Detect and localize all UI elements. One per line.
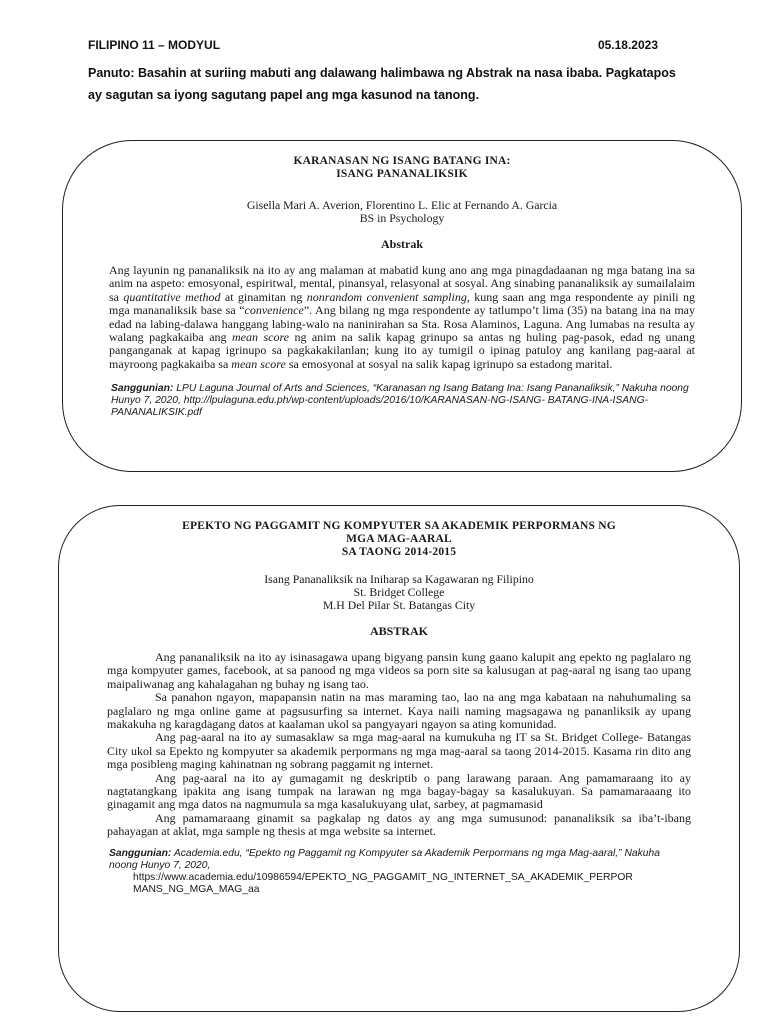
- abstract-2-title: [59, 506, 739, 559]
- abstract-1-reference: [111, 383, 689, 419]
- abstract-1-body: Ang layunin ng pananaliksik na ito ay ang malaman at mabatid kung ano ang mga pinagdadaanan ng mga batang ina sa anim na aspeto: emosyonal, espiritwal, mental, pinansyal, relasyonal at sosyal. Ang sinabing pananaliksik ay sumailalaim sa quantitative method at ginamitan ng nonrandom convenient sampling, kung saan ang mga respondente ay pinili ng mga mananaliksik base sa “convenience”. Ang bilang ng mga respondente ay tatlumpo’t lima (35) na batang ina na may edad na labing-dalawa hanggang labing-walo na naninirahan sa Sta. Rosa Alaminos, Laguna. Ang lumabas na resulta ay walang pagkakaiba ang mean score ng anim na salik kapag grinupo sa antas ng huling pag-pasok, edad ng unang panganganak at kapag igrinupo sa pagkakakilanlan; kung ito ay tumigil o ipinag patuloy ang kanilang pag-aaral at mayroong pagkakaiba sa mean score sa emosyonal at sosyal na salik kapag igrinupo sa estadong marital.: [109, 263, 696, 371]
- abstract-2-sub-line-1: Isang Pananaliksik na Iniharap sa Kagawaran ng Filipino: [264, 572, 534, 586]
- reference-text: Academia.edu, “Epekto ng Paggamit ng Kompyuter sa Akademik Perpormans ng mga Mag-aaral,” Nakuha noong Hunyo 7, 2020,: [109, 847, 660, 871]
- reference-label: Sanggunian:: [109, 847, 172, 859]
- abstract-1-title-line-2: ISANG PANANALIKSIK: [336, 168, 468, 180]
- reference-url-line-1: https://www.academia.edu/10986594/EPEKTO_NG_PAGGAMIT_NG_INTERNET_SA_AKADEMIK_PERPOR: [133, 871, 633, 883]
- abstract-2-subtitle: [59, 573, 739, 612]
- abstract-2-sub-line-2: St. Bridget College: [353, 585, 445, 599]
- abstract-1-title: [63, 141, 741, 181]
- abstract-1-authors: Gisella Mari A. Averion, Florentino L. Elic at Fernando A. Garcia: [246, 198, 558, 212]
- abstract-2-sub-line-3: M.H Del Pilar St. Batangas City: [322, 598, 476, 612]
- abstract-1-title-line-1: KARANASAN NG ISANG BATANG INA:: [293, 155, 511, 167]
- abstract-1-program: BS in Psychology: [359, 211, 445, 225]
- abstract-2-paragraph-2: Sa panahon ngayon, mapapansin natin na mas maraming tao, lao na ang mga kabataan na nahuhumaling sa paglalaro ng mga online game at pagsusurfing sa internet. Kaya naili naming magsagawa ng pananliksik ay upang makakuha ng karagdagang datos at kaalaman ukol sa pangyayari ngayon sa ating komunidad.: [107, 690, 691, 732]
- abstract-2-reference: [109, 848, 683, 896]
- abstract-2-body: [107, 651, 691, 839]
- abstract-2-title-line-3: SA TAONG 2014-2015: [341, 546, 457, 558]
- abstract-2-paragraph-3: Ang pag-aaral na ito ay sumasaklaw sa mga mag-aaral na kumukuha ng IT sa St. Bridget College- Batangas City ukol sa Epekto ng kompyuter sa akademik perpormans ng mga mag-aaral sa taong 2014-2015. Kasama rin dito ang mga posibleng maging kahinatnan ng sobrang paggamit ng internet.: [107, 730, 691, 772]
- abstract-card-1: [62, 140, 742, 472]
- instructions: Panuto: Basahin at suriing mabuti ang dalawang halimbawa ng Abstrak na nasa ibaba. Pagkatapos ay sagutan sa iyong sagutang papel ang mga kasunod na tanong.: [88, 66, 676, 102]
- module-label: FILIPINO 11 – MODYUL: [88, 38, 221, 52]
- abstract-2-paragraph-5: Ang pamamaraang ginamit sa pagkalap ng datos ay ang mga sumusunod: pananaliksik sa iba’t-ibang pahayagan at aklat, mga sample ng thesis at mga website sa internet.: [107, 810, 691, 839]
- reference-label: Sanggunian:: [111, 383, 174, 395]
- abstract-2-paragraph-4: Ang pag-aaral na ito ay gumagamit ng deskriptib o pang larawang paraan. Ang pamamaraang ito ay nagtatangkang ipakita ang isang tumpak na larawan ng mga bagay-bagay sa kasalukuyan. Sa pamamaraaang ito ginagamit ang mga datos na nagmumula sa mga kasalukuyang ulat, sarbey, at pagmamasid: [107, 770, 691, 812]
- abstract-2-title-line-2: MGA MAG-AARAL: [346, 533, 452, 545]
- abstract-card-2: [58, 505, 740, 1012]
- abstract-2-paragraph-1: Ang pananaliksik na ito ay isinasagawa upang bigyang pansin kung gaano kalupit ang epekto ng paglalaro ng mga kompyuter games, facebook, at sa panood ng mga videos sa porn site sa kalusugan at pag-aaral ng isang tao upang maipaliwanag ang kahalagahan ng buhay ng isang tao.: [107, 650, 691, 691]
- page-header: [88, 38, 658, 52]
- reference-text: LPU Laguna Journal of Arts and Sciences, “Karanasan ng Isang Batang Ina: Isang Pananaliksik,” Nakuha noong Hunyo 7, 2020, http://lpulaguna.edu.ph/wp-content/uploads/2016/10/KARANASAN-NG-ISANG- BATANG-INA-ISANG-PANANALIKSIK.pdf: [111, 383, 689, 419]
- abstract-1-heading: Abstrak: [380, 237, 423, 251]
- date-label: 05.18.2023: [597, 38, 658, 52]
- reference-url-line-2: MANS_NG_MGA_MAG_aa: [133, 883, 260, 895]
- abstract-2-title-line-1: EPEKTO NG PAGGAMIT NG KOMPYUTER SA AKADEMIK PERPORMANS NG: [182, 520, 616, 532]
- abstract-2-heading: ABSTRAK: [369, 624, 428, 638]
